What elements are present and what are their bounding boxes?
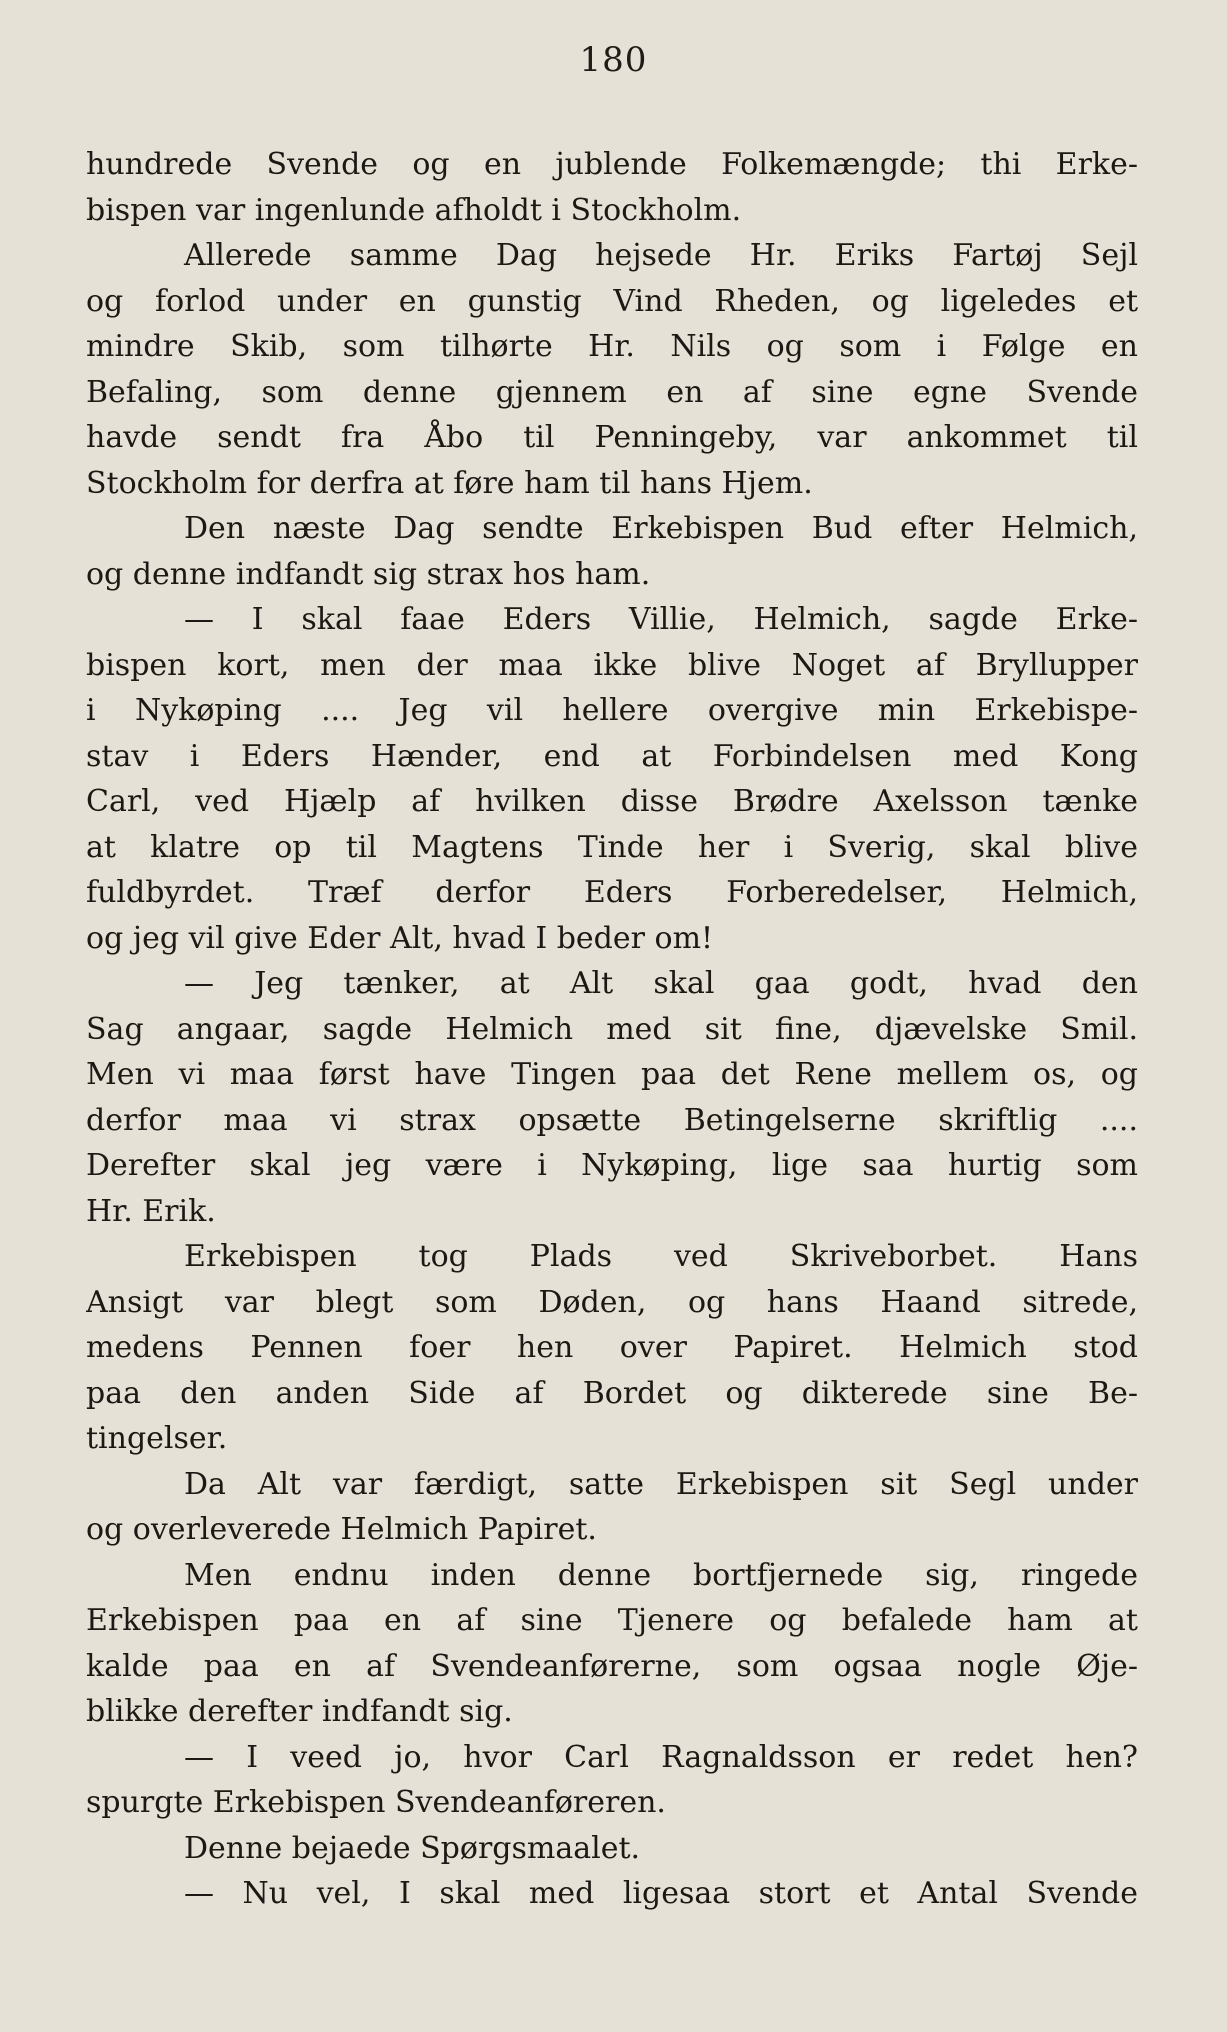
text-line: stav i Eders Hænder, end at Forbindelsen med Kong <box>86 738 1138 774</box>
text-line: mindre Skib, som tilhørte Hr. Nils og som i Følge en <box>86 329 1138 364</box>
text-line: Erkebispen tog Plads ved Skriveborbet. Hans <box>184 1239 1138 1274</box>
text-line: medens Pennen foer hen over Papiret. Helmich stod <box>86 1330 1138 1365</box>
text-line: spurgte Erkebispen Svendeanføreren. <box>86 1785 666 1820</box>
text-line: fuldbyrdet. Træf derfor Eders Forberedelser, Helmich, <box>86 875 1138 910</box>
text-line: bispen var ingenlunde afholdt i Stockholm. <box>86 192 742 228</box>
text-line: blikke derefter indfandt sig. <box>86 1694 513 1729</box>
text-line: Allerede samme Dag hejsede Hr. Eriks Fartøj Sejl <box>184 238 1138 273</box>
text-line: hundrede Svende og en jublende Folkemængde; thi Erke- <box>86 147 1138 182</box>
text-line: i Nykøping .... Jeg vil hellere overgive min Erkebispe- <box>86 693 1138 728</box>
text-line: Den næste Dag sendte Erkebispen Bud efter Helmich, <box>184 511 1138 546</box>
text-line: Ansigt var blegt som Døden, og hans Haand sitrede, <box>86 1284 1138 1320</box>
text-line: Stockholm for derfra at føre ham til hans Hjem. <box>86 465 813 501</box>
text-line: at klatre op til Magtens Tinde her i Sverig, skal blive <box>86 829 1138 865</box>
body-text <box>86 142 1138 1917</box>
text-line: Carl, ved Hjælp af hvilken disse Brødre Axelsson tænke <box>86 784 1138 819</box>
text-line: og overleverede Helmich Papiret. <box>86 1512 597 1547</box>
text-line: Erkebispen paa en af sine Tjenere og befalede ham at <box>86 1603 1138 1638</box>
text-line: Hr. Erik. <box>86 1193 216 1229</box>
text-line: Da Alt var færdigt, satte Erkebispen sit Segl under <box>184 1466 1138 1502</box>
text-line: havde sendt fra Åbo til Penningeby, var ankommet til <box>86 420 1138 455</box>
text-line: og forlod under en gunstig Vind Rheden, og ligeledes et <box>86 283 1138 319</box>
text-line: — I skal faae Eders Villie, Helmich, sagde Erke- <box>184 602 1138 637</box>
text-line: — Jeg tænker, at Alt skal gaa godt, hvad den <box>184 966 1138 1001</box>
text-line: — Nu vel, I skal med ligesaa stort et Antal Svende <box>184 1876 1138 1911</box>
text-line: derfor maa vi strax opsætte Betingelserne skriftlig .... <box>86 1102 1138 1138</box>
text-line: Sag angaar, sagde Helmich med sit fine, djævelske Smil. <box>86 1011 1138 1047</box>
text-line: og denne indfandt sig strax hos ham. <box>86 556 651 592</box>
text-line: bispen kort, men der maa ikke blive Noget af Bryllupper <box>86 647 1138 683</box>
text-line: tingelser. <box>86 1421 228 1456</box>
text-line: Befaling, som denne gjennem en af sine egne Svende <box>86 374 1138 410</box>
text-line: kalde paa en af Svendeanførerne, som ogsaa nogle Øje- <box>86 1648 1138 1684</box>
text-line: Men endnu inden denne bortfjernede sig, ringede <box>184 1557 1138 1593</box>
page-number: 180 <box>579 40 648 80</box>
text-line: og jeg vil give Eder Alt, hvad I beder om! <box>86 920 714 956</box>
text-line: — I veed jo, hvor Carl Ragnaldsson er redet hen? <box>184 1739 1138 1775</box>
text-line: Derefter skal jeg være i Nykøping, lige saa hurtig som <box>86 1148 1138 1183</box>
text-line: Men vi maa først have Tingen paa det Rene mellem os, og <box>86 1057 1138 1092</box>
text-line: paa den anden Side af Bordet og dikterede sine Be- <box>86 1375 1138 1411</box>
text-line: Denne bejaede Spørgsmaalet. <box>184 1830 641 1866</box>
